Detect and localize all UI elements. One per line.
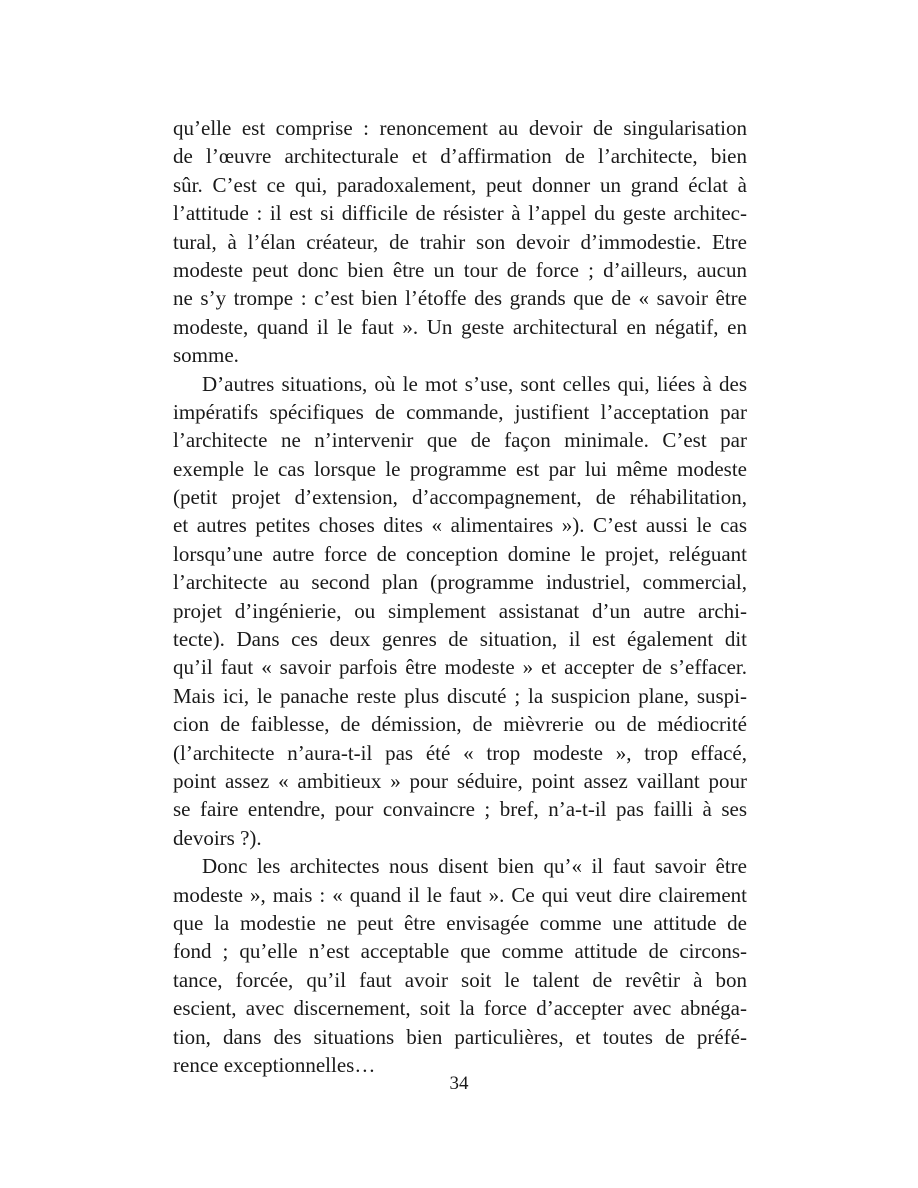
- text-line: tance, forcée, qu’il faut avoir soit le talent de revêtir à bon: [173, 967, 747, 992]
- text-line: escient, avec discernement, soit la force d’accepter avec abnéga-: [173, 996, 747, 1021]
- text-line: projet d’ingénierie, ou simplement assistanat d’un autre archi-: [173, 598, 747, 623]
- text-line: exemple le cas lorsque le programme est par lui même modeste: [173, 456, 747, 481]
- text-line: que la modestie ne peut être envisagée comme une attitude de: [173, 910, 747, 935]
- text-line: fond ; qu’elle n’est acceptable que comme attitude de circons-: [173, 939, 747, 964]
- paragraph: [173, 852, 747, 1079]
- page-text: [173, 114, 747, 1079]
- text-line: se faire entendre, pour convaincre ; bref, n’a-t-il pas failli à ses: [173, 797, 747, 822]
- text-line: l’attitude : il est si difficile de résister à l’appel du geste architec-: [173, 201, 747, 226]
- text-line: modeste », mais : « quand il le faut ». Ce qui veut dire clairement: [173, 882, 747, 907]
- text-line: (l’architecte n’aura-t-il pas été « trop modeste », trop effacé,: [173, 740, 747, 765]
- text-line: D’autres situations, où le mot s’use, sont celles qui, liées à des: [202, 371, 747, 396]
- page-number: 34: [449, 1073, 469, 1094]
- text-line: rence exceptionnelles…: [173, 1052, 376, 1077]
- text-line: tecte). Dans ces deux genres de situation, il est également dit: [173, 627, 747, 652]
- text-line: ne s’y trompe : c’est bien l’étoffe des grands que de « savoir être: [173, 286, 747, 311]
- text-line: et autres petites choses dites « alimentaires »). C’est aussi le cas: [173, 513, 747, 538]
- text-line: lorsqu’une autre force de conception domine le projet, reléguant: [173, 541, 747, 566]
- text-line: l’architecte ne n’intervenir que de façon minimale. C’est par: [173, 428, 747, 453]
- text-line: de l’œuvre architecturale et d’affirmation de l’architecte, bien: [173, 144, 747, 169]
- text-line: tural, à l’élan créateur, de trahir son devoir d’immodestie. Etre: [173, 229, 747, 254]
- text-line: Donc les architectes nous disent bien qu’« il faut savoir être: [202, 854, 747, 879]
- paragraph: [173, 370, 747, 853]
- text-line: point assez « ambitieux » pour séduire, point assez vaillant pour: [173, 768, 747, 793]
- text-line: qu’il faut « savoir parfois être modeste » et accepter de s’effacer.: [173, 655, 747, 680]
- text-line: impératifs spécifiques de commande, justifient l’acceptation par: [173, 399, 747, 424]
- paragraph: [173, 114, 747, 370]
- text-line: devoirs ?).: [173, 825, 262, 850]
- text-line: cion de faiblesse, de démission, de mièvrerie ou de médiocrité: [173, 712, 747, 737]
- text-line: tion, dans des situations bien particulières, et toutes de préfé-: [173, 1024, 747, 1049]
- text-line: modeste, quand il le faut ». Un geste architectural en négatif, en: [173, 314, 747, 339]
- text-line: (petit projet d’extension, d’accompagnement, de réhabilitation,: [173, 485, 747, 510]
- text-line: qu’elle est comprise : renoncement au devoir de singularisation: [173, 116, 747, 140]
- text-line: l’architecte au second plan (programme industriel, commercial,: [173, 570, 747, 595]
- text-line: modeste peut donc bien être un tour de force ; d’ailleurs, aucun: [173, 257, 747, 282]
- text-line: Mais ici, le panache reste plus discuté ; la suspicion plane, suspi-: [173, 683, 747, 708]
- text-line: somme.: [173, 343, 239, 368]
- text-line: sûr. C’est ce qui, paradoxalement, peut donner un grand éclat à: [173, 172, 747, 197]
